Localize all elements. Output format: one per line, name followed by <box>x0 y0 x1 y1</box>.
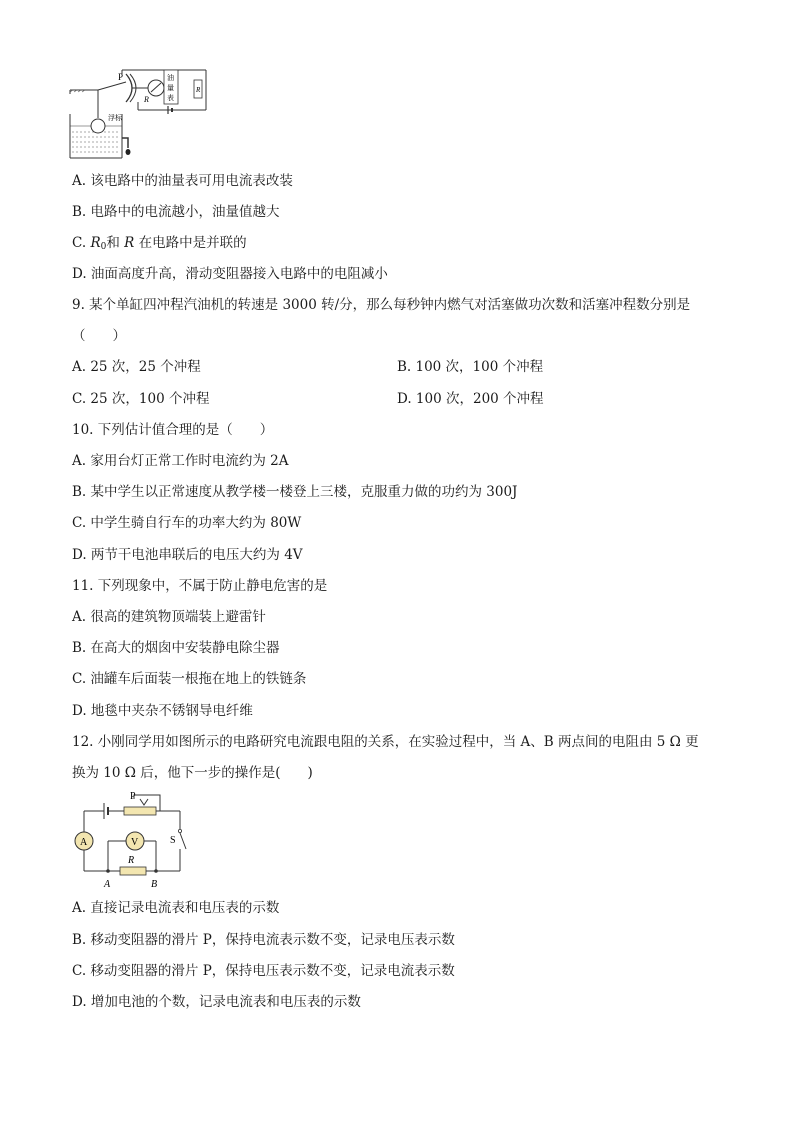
point-b-label: B <box>151 879 158 890</box>
switch-s-label: S <box>170 835 176 846</box>
meter-label-1: 油 <box>167 74 174 82</box>
q9-stem-bracket: （ ） <box>72 328 126 344</box>
voltmeter-label: V <box>131 837 139 848</box>
q9-option-a: A. 25 次，25 个冲程 <box>72 359 201 375</box>
q10-option-c: C. 中学生骑自行车的功率大约为 80W <box>72 515 302 531</box>
rheostat-p-label: P <box>130 791 136 802</box>
q9-option-b: B. 100 次，100 个冲程 <box>397 359 544 375</box>
q10-stem: 10. 下列估计值合理的是（ ） <box>72 422 274 438</box>
q12-stem: 12. 小刚同学用如图所示的电路研究电流跟电阻的关系，在实验过程中，当 A、B 两点间的电阻由 5 Ω 更 <box>72 734 699 750</box>
q12-option-d: D. 增加电池的个数，记录电流表和电压表的示数 <box>72 994 361 1010</box>
q12-stem-line2: 换为 10 Ω 后，他下一步的操作是( ) <box>72 765 313 781</box>
p-label: P <box>118 72 124 82</box>
q11-option-c: C. 油罐车后面装一根拖在地上的铁链条 <box>72 671 307 687</box>
r0-label: R <box>196 86 201 94</box>
point-a-label: A <box>104 879 111 890</box>
q10-option-d: D. 两节干电池串联后的电压大约为 4V <box>72 547 303 563</box>
q11-option-d: D. 地毯中夹杂不锈钢导电纤维 <box>72 703 253 719</box>
q8-option-d: D. 油面高度升高，滑动变阻器接入电路中的电阻减小 <box>72 266 388 282</box>
meter-label-3: 表 <box>167 94 174 102</box>
q11-option-a: A. 很高的建筑物顶端装上避雷针 <box>72 609 266 625</box>
float-label: 浮标 <box>108 114 122 122</box>
r-label: R <box>144 95 149 104</box>
q10-option-a: A. 家用台灯正常工作时电流约为 2A <box>72 453 289 469</box>
oil-gauge-circuit-figure <box>66 66 216 162</box>
q11-option-b: B. 在高大的烟囱中安装静电除尘器 <box>72 640 280 656</box>
q8-option-c: C. $R_0$和 R 在电路中是并联的 <box>72 235 247 252</box>
q9-option-d: D. 100 次，200 个冲程 <box>397 391 544 407</box>
resistor-r-label: R <box>128 855 135 866</box>
q8-option-a: A. 该电路中的油量表可用电流表改装 <box>72 173 293 189</box>
q9-option-c: C. 25 次，100 个冲程 <box>72 391 210 407</box>
q12-option-b: B. 移动变阻器的滑片 P，保持电流表示数不变，记录电压表示数 <box>72 932 455 948</box>
ammeter-label: A <box>80 837 88 848</box>
q11-stem: 11. 下列现象中，不属于防止静电危害的是 <box>72 578 328 594</box>
q9-stem: 9. 某个单缸四冲程汽油机的转速是 3000 转/分，那么每秒钟内燃气对活塞做功次数和活塞冲程数分别是 <box>72 297 691 313</box>
q12-option-a: A. 直接记录电流表和电压表的示数 <box>72 900 280 916</box>
meter-label-2: 量 <box>167 84 174 92</box>
q8-option-b: B. 电路中的电流越小，油量值越大 <box>72 204 280 220</box>
q10-option-b: B. 某中学生以正常速度从教学楼一楼登上三楼，克服重力做的功约为 300J <box>72 484 518 500</box>
q12-option-c: C. 移动变阻器的滑片 P，保持电压表示数不变，记录电流表示数 <box>72 963 455 979</box>
current-resistance-circuit-figure <box>68 787 198 891</box>
